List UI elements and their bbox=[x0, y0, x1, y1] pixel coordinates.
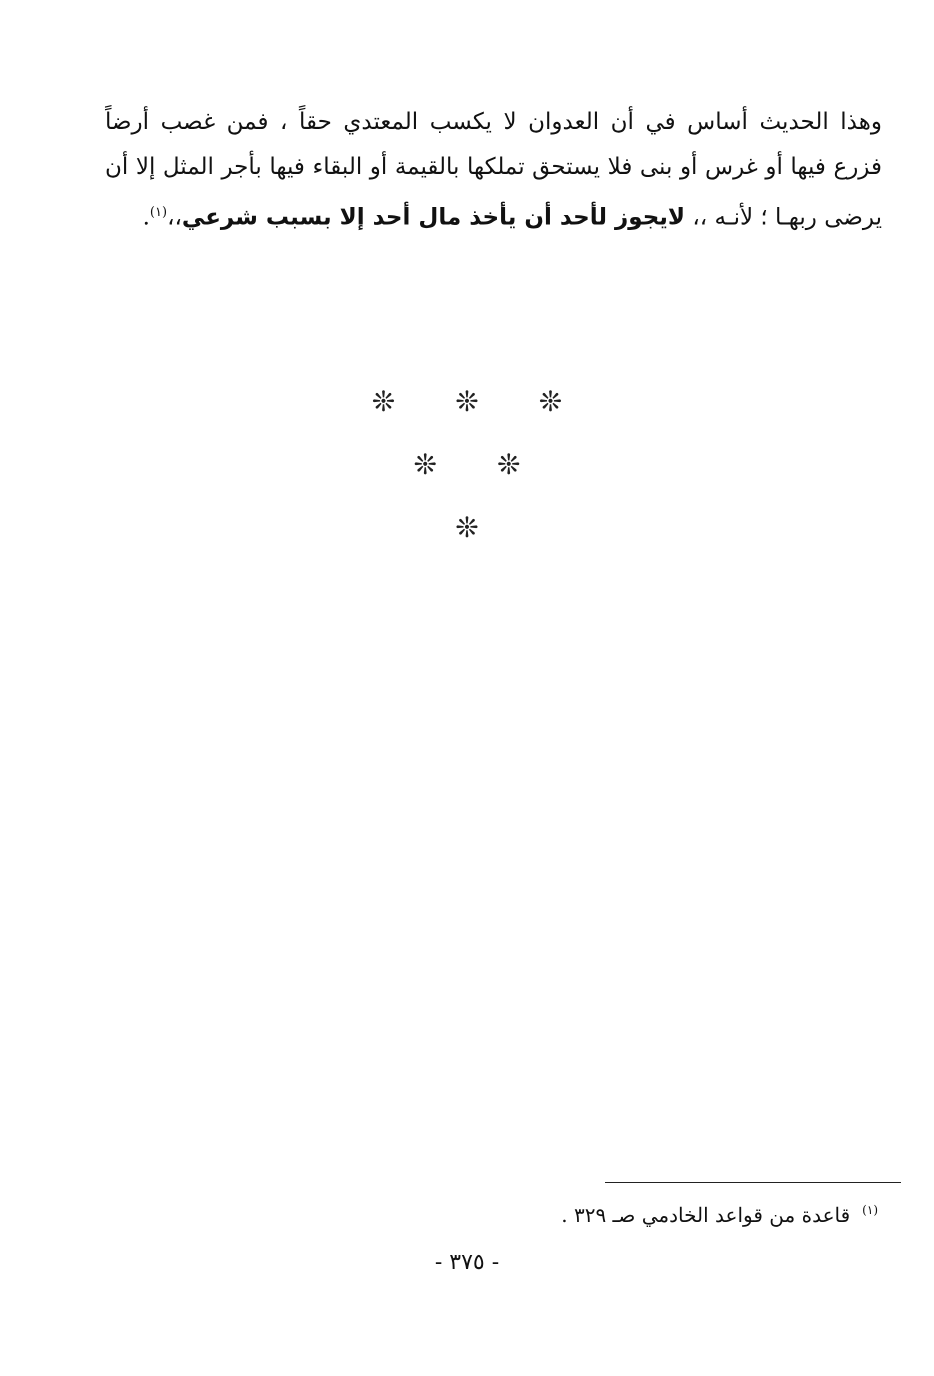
star-ornament-icon: ❊ bbox=[413, 448, 437, 481]
separator-row-3 bbox=[0, 511, 934, 544]
separator-row-1 bbox=[0, 385, 934, 418]
paragraph-plain-text: وهذا الحديث أساس في أن العدوان لا يكسب المعتدي حقاً ، فمن غصب أرضاً فزرع فيها أو غرس أو بنى فلا يستحق تملكها بالقيمة أو البقاء فيها بأجر المثل إلا أن يرضى ربهـا ؛ لأنـه ،، bbox=[105, 109, 882, 231]
page-number: - ٣٧٥ - bbox=[434, 1250, 500, 1275]
end-mark: . bbox=[142, 204, 150, 231]
star-ornament-icon: ❊ bbox=[371, 385, 396, 418]
footnote-divider bbox=[605, 1182, 901, 1183]
footnote bbox=[561, 1203, 878, 1227]
footnote-number: (١) bbox=[862, 1203, 878, 1218]
separator-row-2 bbox=[0, 448, 934, 481]
star-ornament-icon: ❊ bbox=[455, 385, 479, 418]
closing-quote-mark: ،، bbox=[167, 204, 182, 231]
footnote-reference[interactable]: (١) bbox=[149, 205, 168, 220]
star-ornament-icon: ❊ bbox=[455, 511, 479, 544]
star-ornament-icon: ❊ bbox=[497, 448, 521, 481]
footnote-text: قاعدة من قواعد الخادمي صـ ٣٢٩ . bbox=[561, 1203, 851, 1227]
main-paragraph bbox=[105, 100, 882, 241]
bold-quote: لايجوز لأحد أن يأخذ مال أحد إلا بسبب شرعي bbox=[181, 204, 686, 231]
star-ornament-icon: ❊ bbox=[538, 385, 563, 418]
paragraph-text bbox=[105, 100, 882, 241]
